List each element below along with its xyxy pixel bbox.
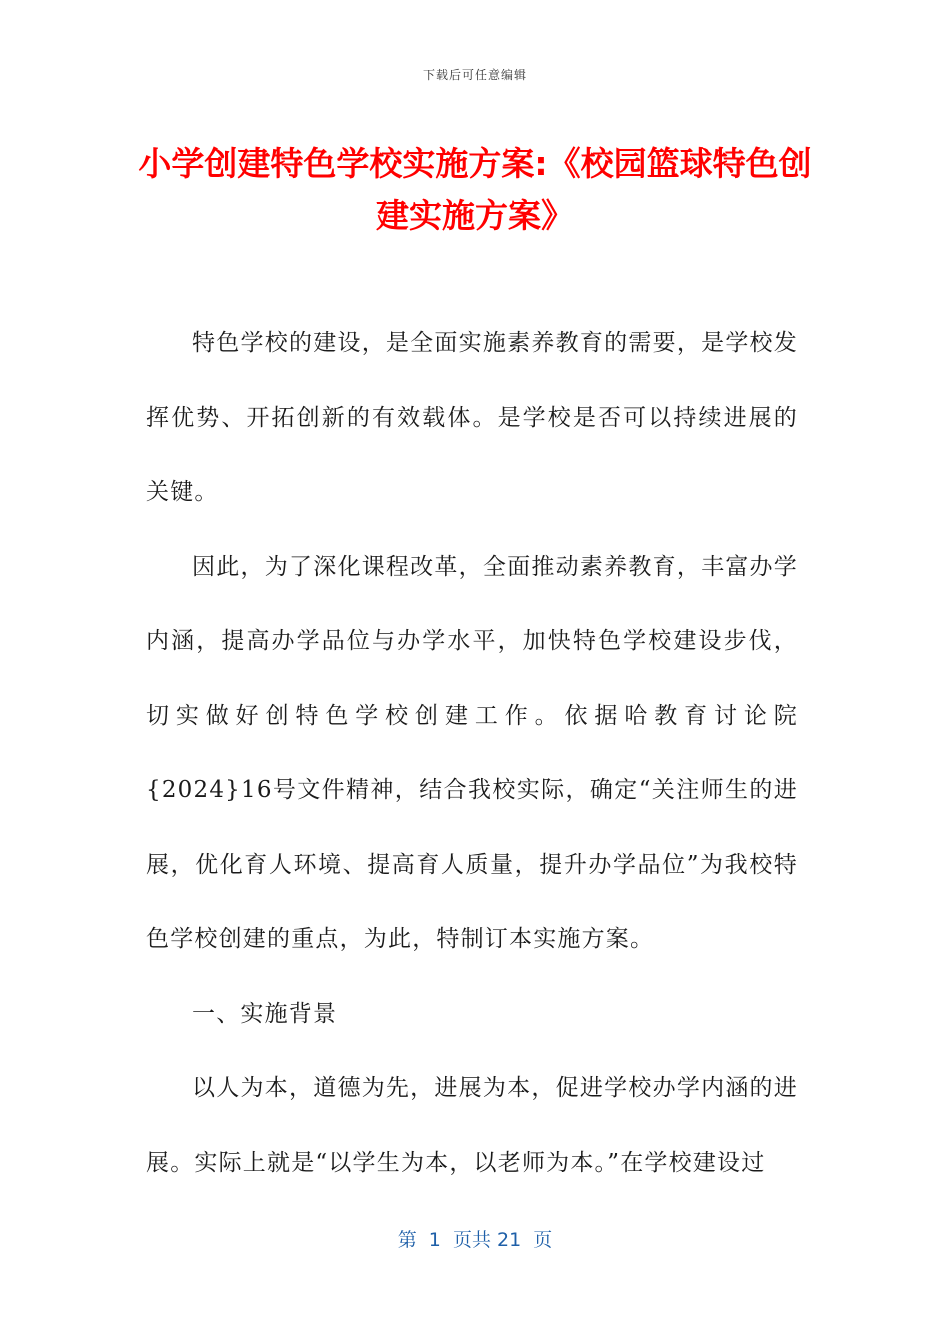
paragraph-intro: 特色学校的建设，是全面实施素养教育的需要，是学校发挥优势、开拓创新的有效载体。是学校是否可以持续进展的关键。 [146,330,798,505]
header-note: 下载后可任意编辑 [422,68,527,82]
paragraph-purpose: 因此，为了深化课程改革，全面推动素养教育，丰富办学内涵，提高办学品位与办学水平，加快特色学校建设步伐，切实做好创特色学校创建工作。依据哈教育讨论院{2024}16号文件精神，结合我校实际，确定“关注师生的进展，优化育人环境、提高育人质量，提升办学品位”为我校特色学校创建的重点，为此，特制订本实施方案。 [146,553,798,952]
page-number-footer: 第 1 页共 21 页 [397,1229,553,1251]
paragraph-background: 以人为本，道德为先，进展为本，促进学校办学内涵的进展。实际上就是“以学生为本，以老师为本。”在学校建设过 [146,1075,798,1176]
document-title: 小学创建特色学校实施方案:《校园篮球特色创建实施方案》 [138,144,812,235]
document-body [146,306,798,1200]
section-heading-background: 一、实施背景 [192,1000,338,1027]
